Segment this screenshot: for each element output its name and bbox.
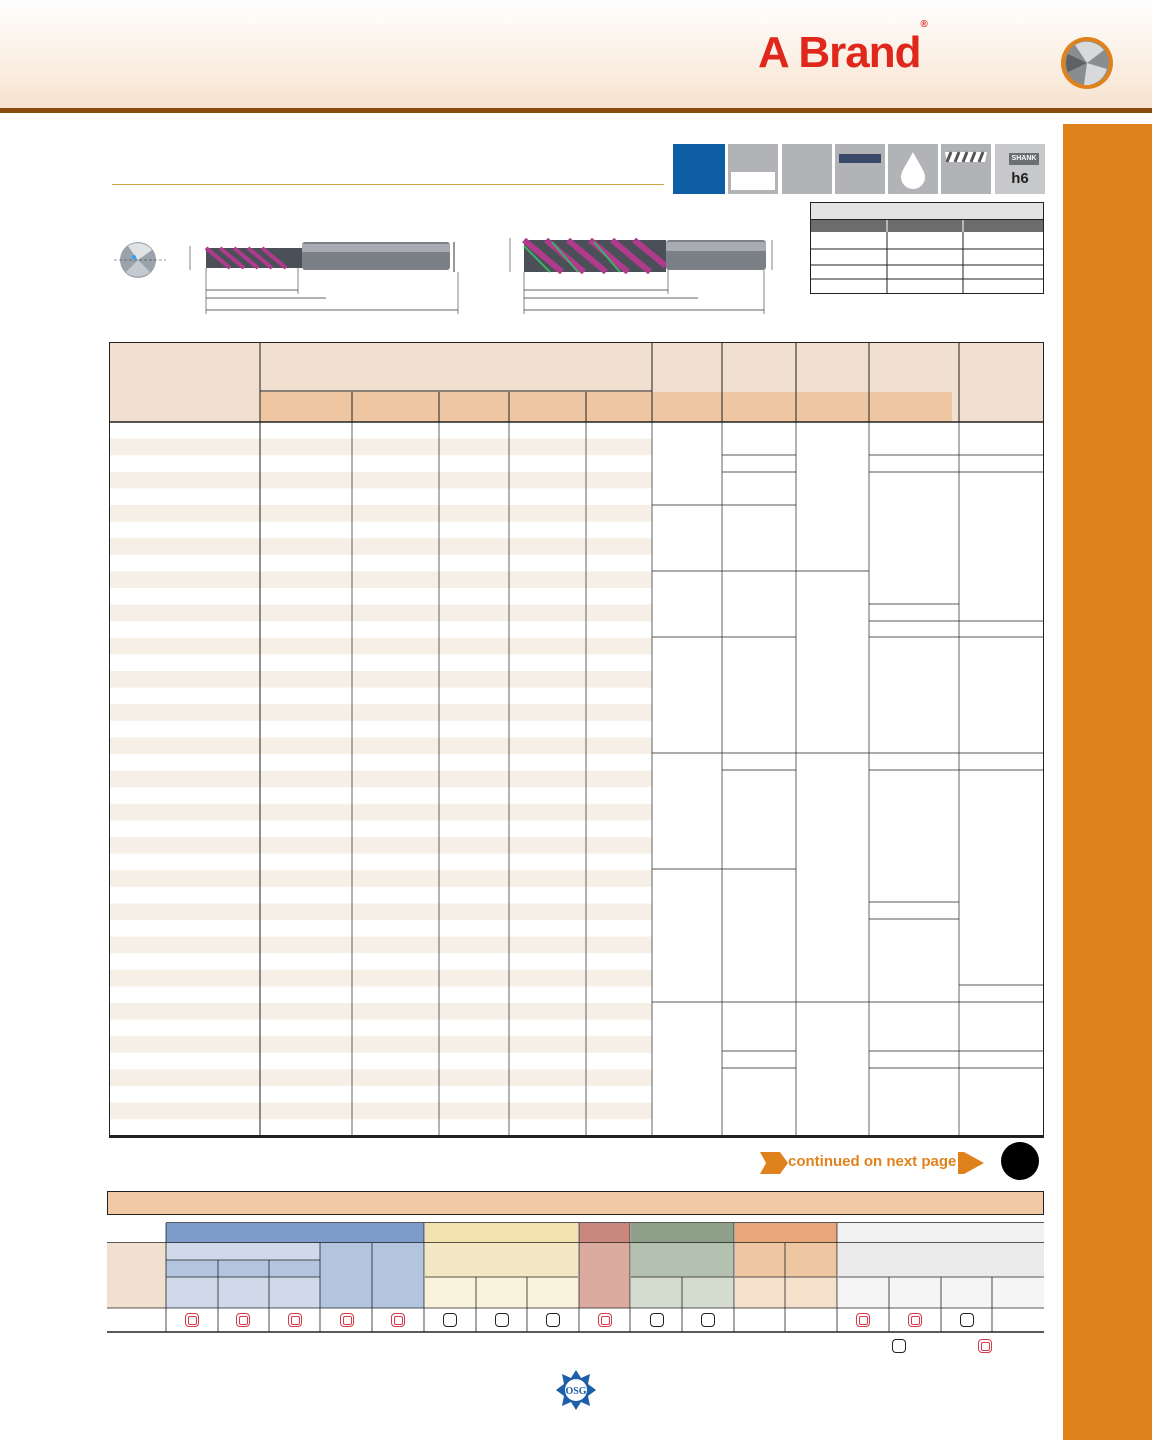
dimension-table bbox=[810, 202, 1044, 292]
table-row-stripe bbox=[109, 1103, 652, 1120]
arrow-right-icon bbox=[958, 1150, 988, 1176]
excellent-symbol bbox=[185, 1313, 199, 1327]
table-row-stripe bbox=[109, 970, 652, 987]
table-row-stripe bbox=[109, 505, 652, 522]
table-row-stripe bbox=[109, 804, 652, 821]
grey-block bbox=[782, 144, 832, 194]
table-row-stripe bbox=[109, 605, 652, 622]
table-row-stripe bbox=[109, 472, 652, 489]
applicability-table bbox=[107, 1191, 1044, 1333]
table-row-stripe bbox=[109, 737, 652, 754]
excellent-symbol bbox=[288, 1313, 302, 1327]
helix-icon bbox=[941, 144, 991, 194]
legend-excellent-symbol bbox=[978, 1339, 992, 1353]
table-row-stripe bbox=[109, 571, 652, 588]
chapter-sidebar bbox=[1063, 124, 1152, 1440]
table-row-stripe bbox=[109, 837, 652, 854]
header-divider bbox=[0, 108, 1152, 113]
coolant-drop-icon bbox=[888, 144, 938, 194]
table-row-stripe bbox=[109, 1003, 652, 1020]
table-row-stripe bbox=[109, 771, 652, 788]
good-symbol bbox=[701, 1313, 715, 1327]
page-header-band bbox=[0, 0, 1152, 108]
good-symbol bbox=[650, 1313, 664, 1327]
table-row-stripe bbox=[109, 1069, 652, 1086]
excellent-symbol bbox=[856, 1313, 870, 1327]
continued-label: continued on next page bbox=[788, 1153, 957, 1170]
product-table bbox=[109, 342, 1044, 1138]
title-rule bbox=[112, 184, 664, 185]
table-row-stripe bbox=[109, 870, 652, 887]
drill-drawing-long bbox=[502, 232, 792, 318]
good-symbol bbox=[960, 1313, 974, 1327]
excellent-symbol bbox=[340, 1313, 354, 1327]
table-row-stripe bbox=[109, 538, 652, 555]
blade-length-icon bbox=[835, 144, 885, 194]
shank-h6-icon bbox=[995, 144, 1045, 194]
drill-drawing-short bbox=[110, 232, 480, 318]
good-symbol bbox=[495, 1313, 509, 1327]
shank-label: SHANK bbox=[1009, 153, 1039, 165]
legend-good-symbol bbox=[892, 1339, 906, 1353]
table-row-stripe bbox=[109, 937, 652, 954]
continued-nav[interactable] bbox=[760, 1150, 990, 1176]
excellent-symbol bbox=[236, 1313, 250, 1327]
drill-cross-section-icon bbox=[1060, 36, 1114, 90]
page-marker-dot bbox=[1001, 1142, 1039, 1180]
table-row-stripe bbox=[109, 903, 652, 920]
excellent-symbol bbox=[908, 1313, 922, 1327]
table-row-stripe bbox=[109, 671, 652, 688]
osg-logo-icon bbox=[555, 1369, 597, 1411]
shank-tolerance: h6 bbox=[1011, 170, 1029, 187]
table-row-stripe bbox=[109, 638, 652, 655]
good-symbol bbox=[443, 1313, 457, 1327]
svg-text:OSG: OSG bbox=[565, 1386, 587, 1397]
good-symbol bbox=[546, 1313, 560, 1327]
table-row-stripe bbox=[109, 704, 652, 721]
grey-blank-block bbox=[728, 144, 778, 194]
brand-title: A Brand® bbox=[758, 19, 927, 77]
table-row-stripe bbox=[109, 439, 652, 456]
excellent-symbol bbox=[598, 1313, 612, 1327]
table-row-stripe bbox=[109, 1036, 652, 1053]
arrow-left-icon bbox=[760, 1150, 790, 1176]
category-blue-block bbox=[673, 144, 725, 194]
excellent-symbol bbox=[391, 1313, 405, 1327]
